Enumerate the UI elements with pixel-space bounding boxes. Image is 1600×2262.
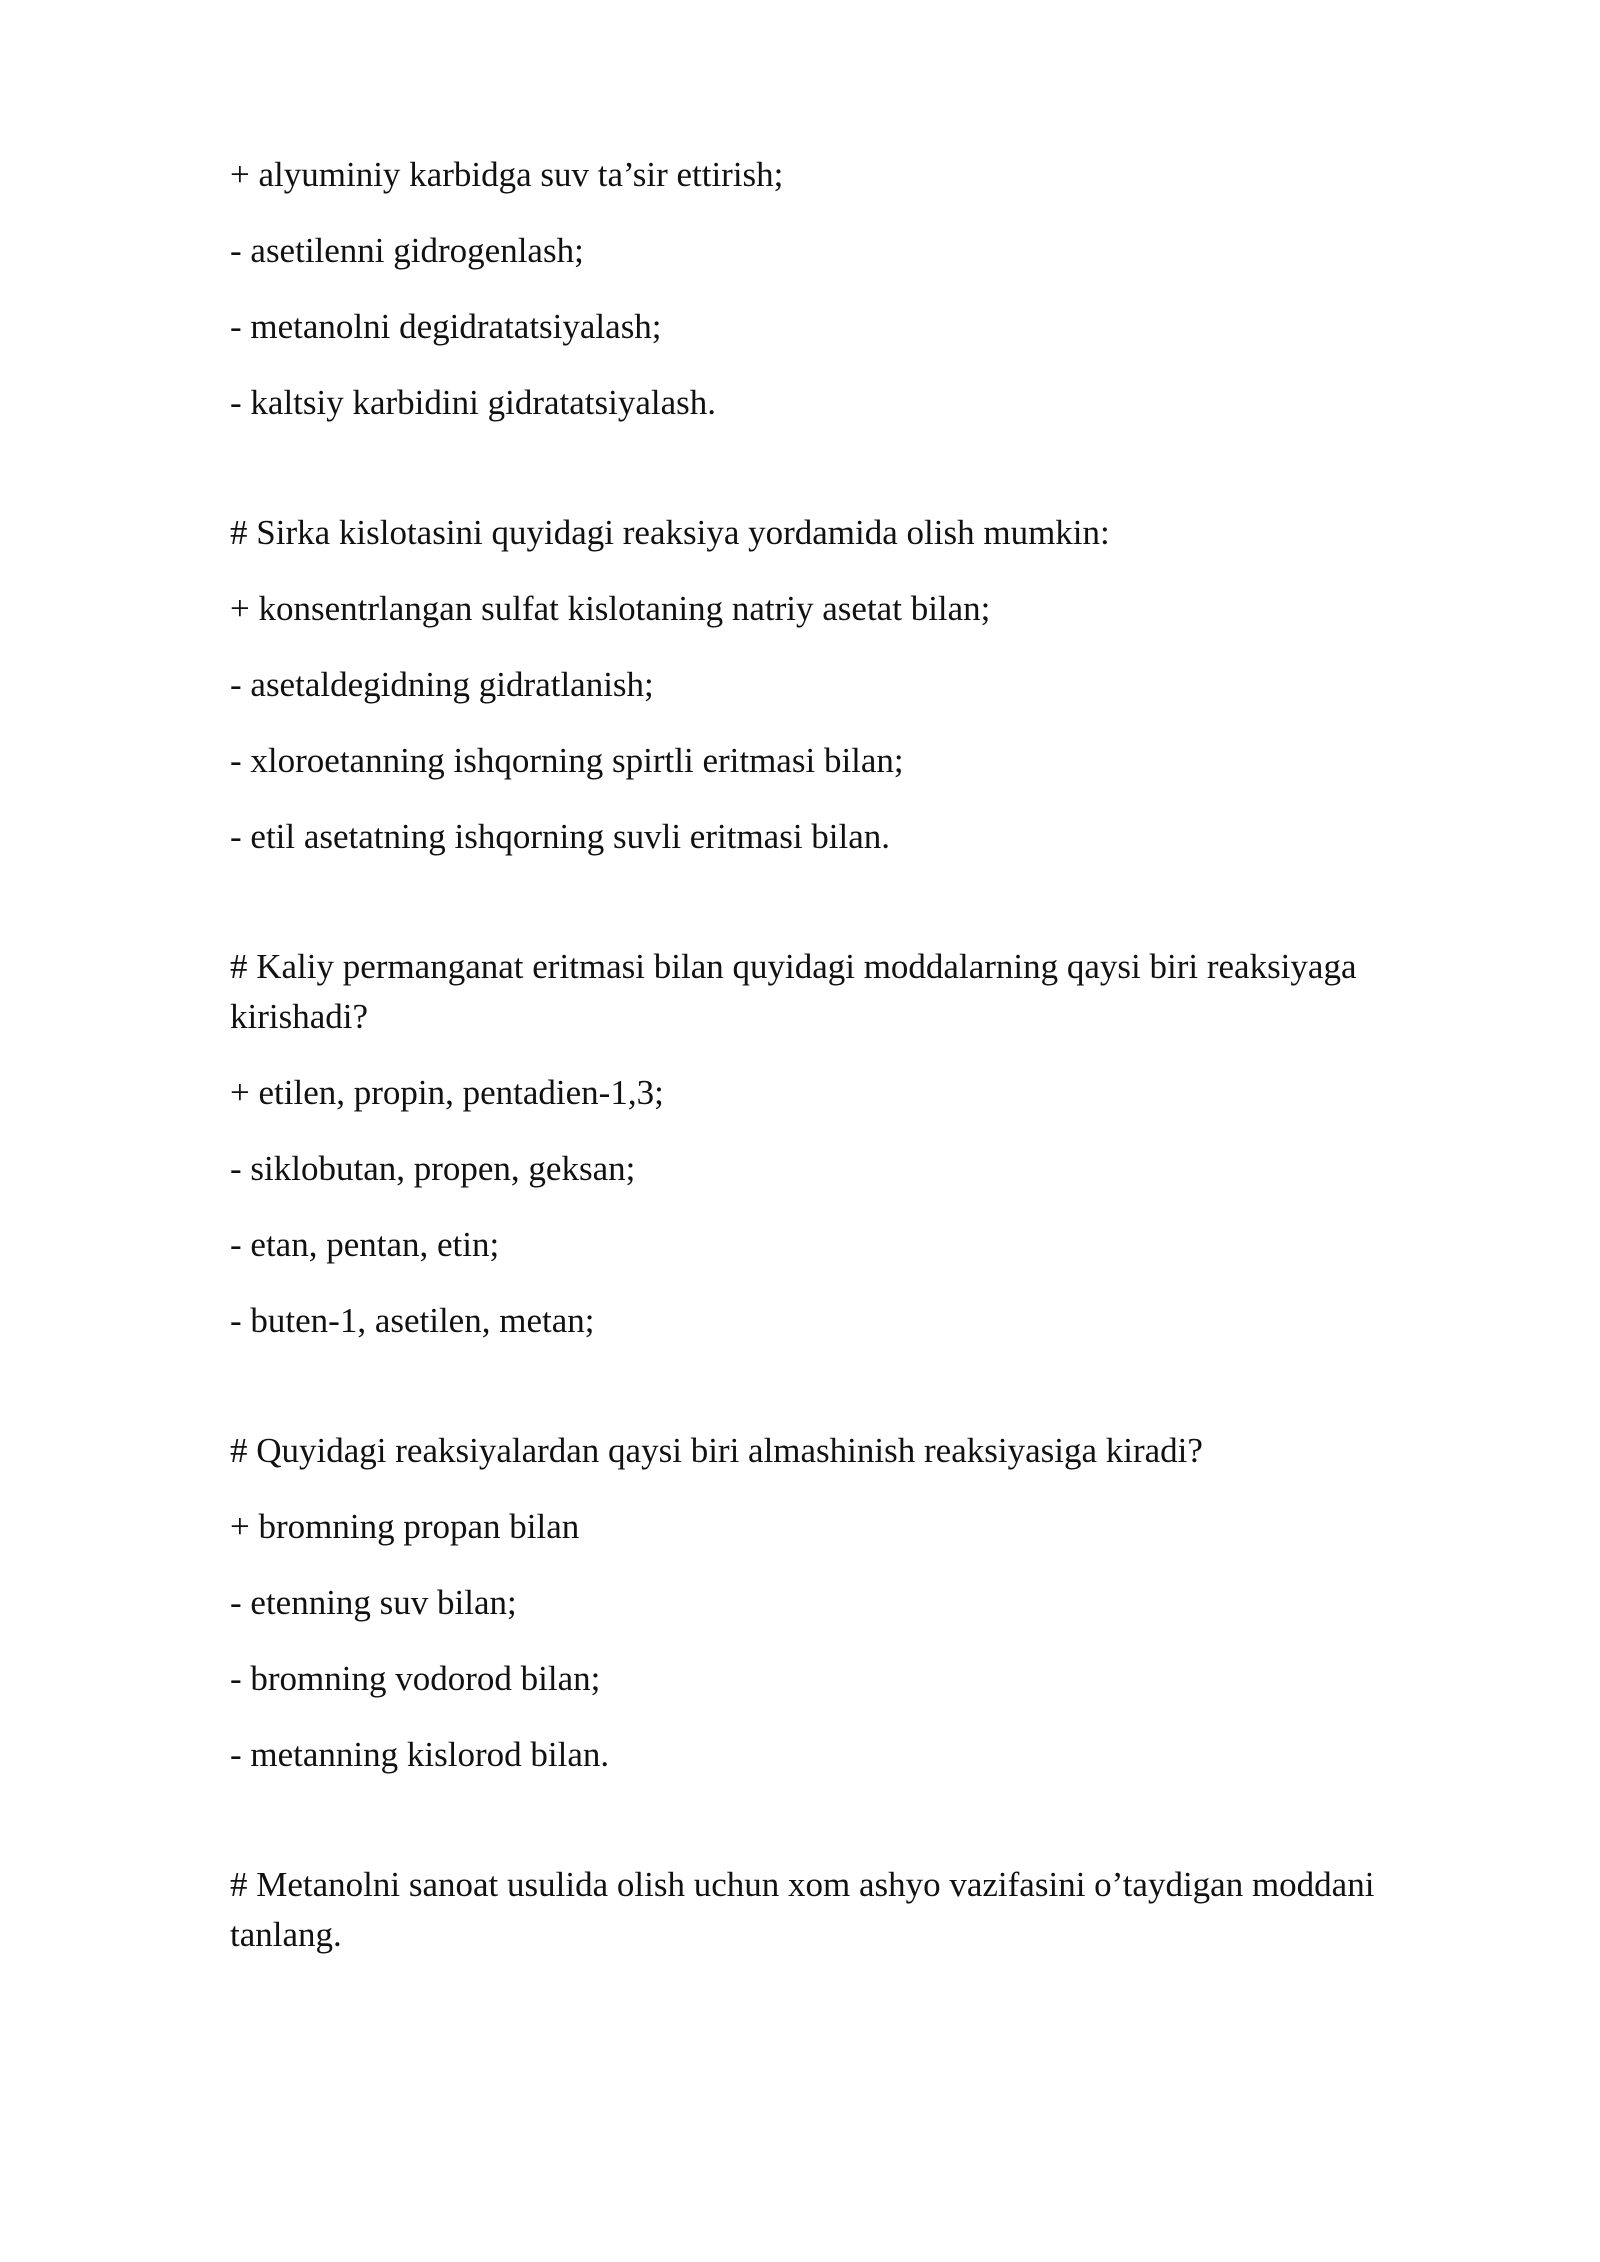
- answer-option: - metanolni degidratatsiyalash;: [230, 307, 662, 346]
- answer-option-correct: + bromning propan bilan: [230, 1507, 580, 1546]
- answer-option: - siklobutan, propen, geksan;: [230, 1149, 636, 1188]
- answer-option: - etan, pentan, etin;: [230, 1225, 500, 1264]
- answer-option: - kaltsiy karbidini gidratatsiyalash.: [230, 383, 717, 422]
- answer-option: - bromning vodorod bilan;: [230, 1659, 601, 1698]
- question-block-3: [230, 942, 1490, 1346]
- question-block-5: [230, 1860, 1490, 1960]
- answer-option: - etenning suv bilan;: [230, 1583, 517, 1622]
- question-text: # Quyidagi reaksiyalardan qaysi biri almashinish reaksiyasiga kiradi?: [230, 1431, 1203, 1470]
- answer-option: - metanning kislorod bilan.: [230, 1735, 610, 1774]
- question-text: # Metanolni sanoat usulida olish uchun xom ashyo vazifasini o’taydigan moddani tanlang.: [230, 1865, 1375, 1954]
- answer-option-correct: + etilen, propin, pentadien-1,3;: [230, 1073, 664, 1112]
- answer-option: - xloroetanning ishqorning spirtli eritmasi bilan;: [230, 741, 904, 780]
- answer-option-correct: + konsentrlangan sulfat kislotaning natriy asetat bilan;: [230, 589, 991, 628]
- answer-option: - asetilenni gidrogenlash;: [230, 231, 584, 270]
- answer-option: - etil asetatning ishqorning suvli eritmasi bilan.: [230, 817, 891, 856]
- answer-option: - asetaldegidning gidratlanish;: [230, 665, 654, 704]
- answer-option-correct: + alyuminiy karbidga suv ta’sir ettirish;: [230, 155, 784, 194]
- question-text: # Sirka kislotasini quyidagi reaksiya yordamida olish mumkin:: [230, 513, 1110, 552]
- question-block-1: [230, 150, 1490, 428]
- question-block-4: [230, 1426, 1490, 1780]
- answer-option: - buten-1, asetilen, metan;: [230, 1301, 595, 1340]
- question-block-2: [230, 508, 1490, 862]
- question-text: # Kaliy permanganat eritmasi bilan quyidagi moddalarning qaysi biri reaksiyaga kirishadi?: [230, 947, 1357, 1036]
- document-content: [230, 150, 1490, 1986]
